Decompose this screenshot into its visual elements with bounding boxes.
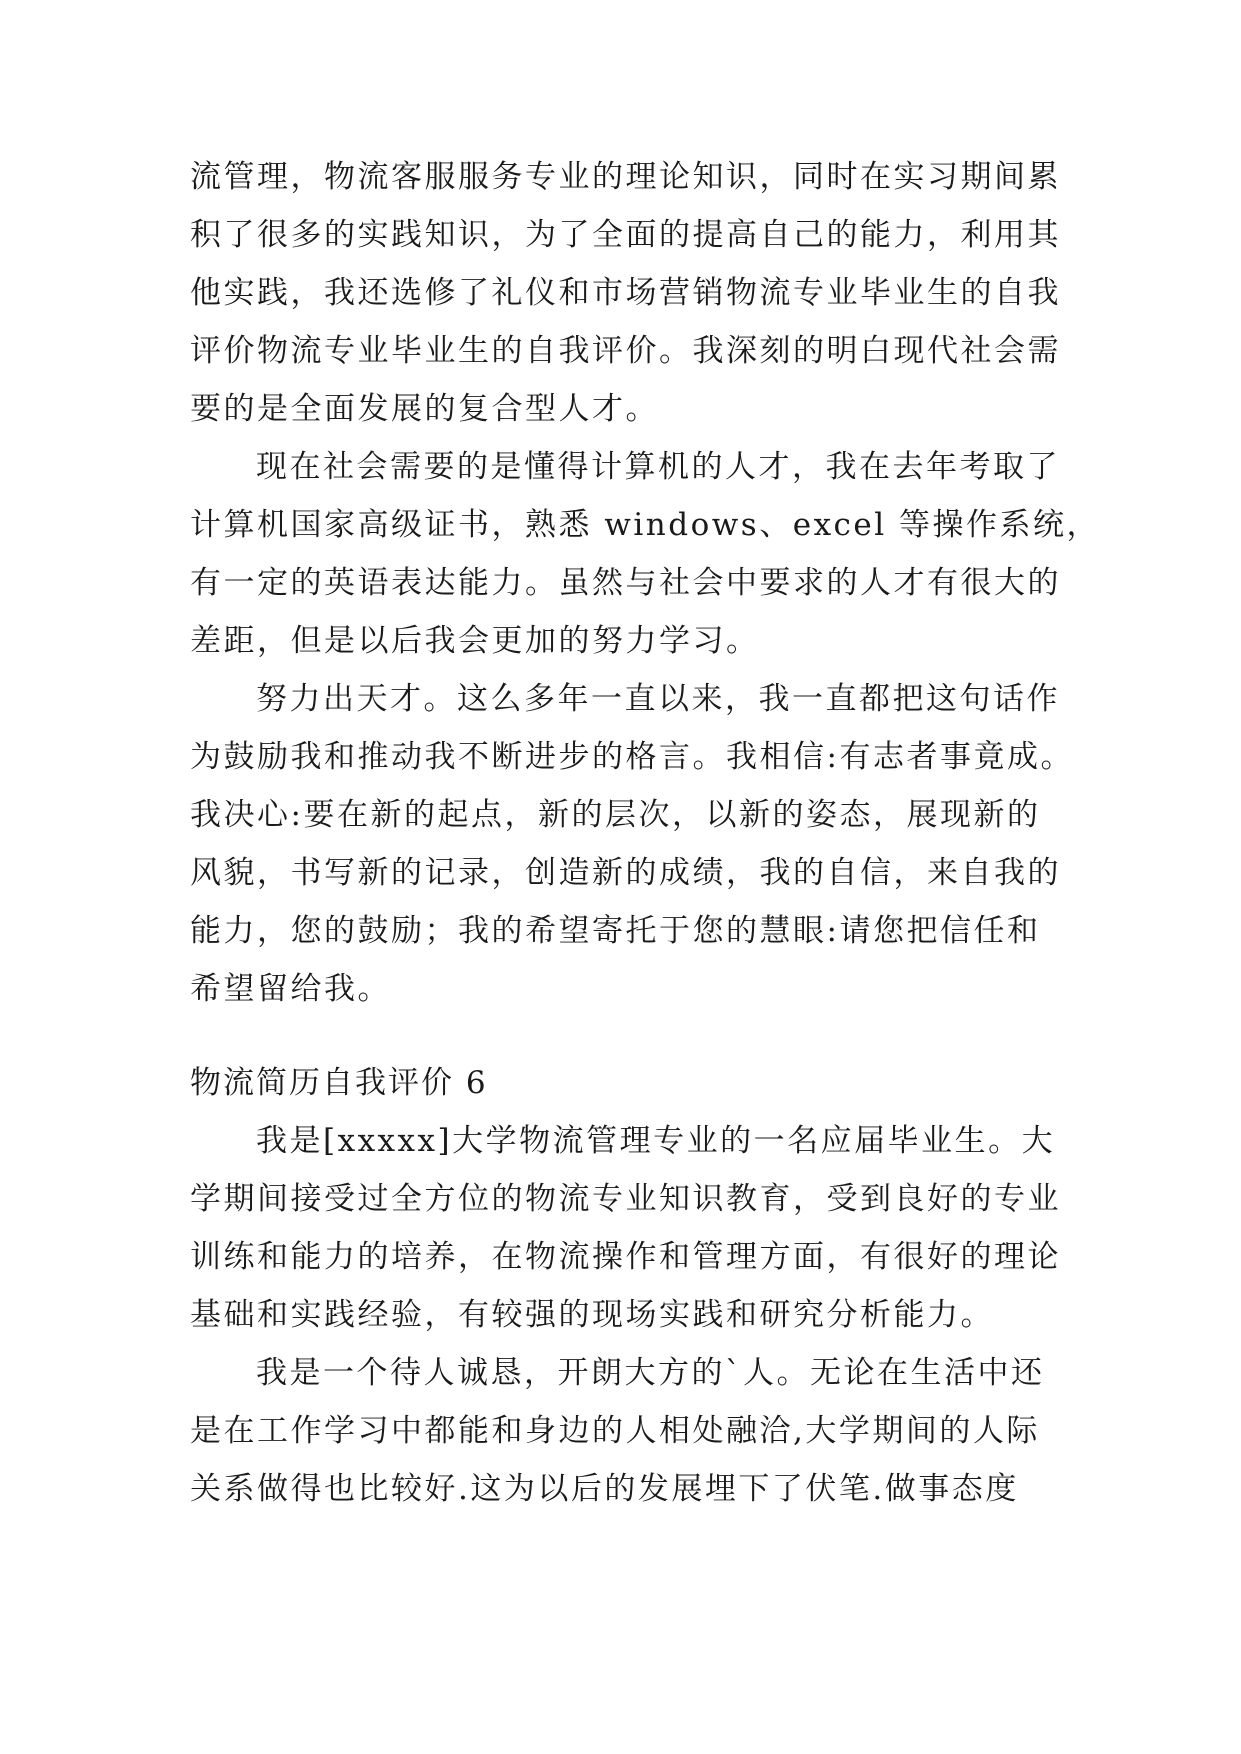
paragraph-line: 有一定的英语表达能力。虽然与社会中要求的人才有很大的 xyxy=(190,565,1061,601)
paragraph-line: 努力出天才。这么多年一直以来，我一直都把这句话作 xyxy=(256,681,1060,717)
paragraph-line: 差距，但是以后我会更加的努力学习。 xyxy=(190,623,760,659)
paragraph-line: 现在社会需要的是懂得计算机的人才，我在去年考取了 xyxy=(256,449,1060,485)
paragraph-line: 基础和实践经验，有较强的现场实践和研究分析能力。 xyxy=(190,1297,994,1333)
paragraph-line: 流管理，物流客服服务专业的理论知识，同时在实习期间累 xyxy=(190,159,1061,195)
section-heading: 物流简历自我评价 6 xyxy=(190,1065,488,1101)
paragraph-line: 我是[xxxxx]大学物流管理专业的一名应届毕业生。大 xyxy=(256,1123,1056,1159)
paragraph-2 xyxy=(190,438,1101,670)
paragraph-5 xyxy=(190,1344,1070,1518)
paragraph-1 xyxy=(190,148,1070,438)
paragraph-line: 要的是全面发展的复合型人才。 xyxy=(190,391,659,427)
paragraph-line: 希望留给我。 xyxy=(190,971,391,1007)
paragraph-line: 我是一个待人诚恳，开朗大方的`人。无论在生活中还 xyxy=(256,1355,1045,1391)
paragraph-line: 风貌，书写新的记录，创造新的成绩，我的自信，来自我的 xyxy=(190,855,1061,891)
paragraph-4 xyxy=(190,1112,1070,1344)
paragraph-line: 为鼓励我和推动我不断进步的格言。我相信:有志者事竟成。 xyxy=(190,739,1074,775)
paragraph-line: 他实践，我还选修了礼仪和市场营销物流专业毕业生的自我 xyxy=(190,275,1061,311)
paragraph-line: 计算机国家高级证书，熟悉 windows、excel 等操作系统， xyxy=(190,507,1101,543)
paragraph-line: 我决心:要在新的起点，新的层次，以新的姿态，展现新的 xyxy=(190,797,1041,833)
paragraph-line: 学期间接受过全方位的物流专业知识教育，受到良好的专业 xyxy=(190,1181,1061,1217)
paragraph-line: 是在工作学习中都能和身边的人相处融洽,大学期间的人际 xyxy=(190,1413,1040,1449)
paragraph-line: 评价物流专业毕业生的自我评价。我深刻的明白现代社会需 xyxy=(190,333,1061,369)
paragraph-line: 能力，您的鼓励；我的希望寄托于您的慧眼:请您把信任和 xyxy=(190,913,1041,949)
paragraph-line: 训练和能力的培养，在物流操作和管理方面，有很好的理论 xyxy=(190,1239,1061,1275)
paragraph-line: 积了很多的实践知识，为了全面的提高自己的能力，利用其 xyxy=(190,217,1061,253)
paragraph-3 xyxy=(190,670,1074,1018)
paragraph-line: 关系做得也比较好.这为以后的发展埋下了伏笔.做事态度 xyxy=(190,1471,1019,1507)
